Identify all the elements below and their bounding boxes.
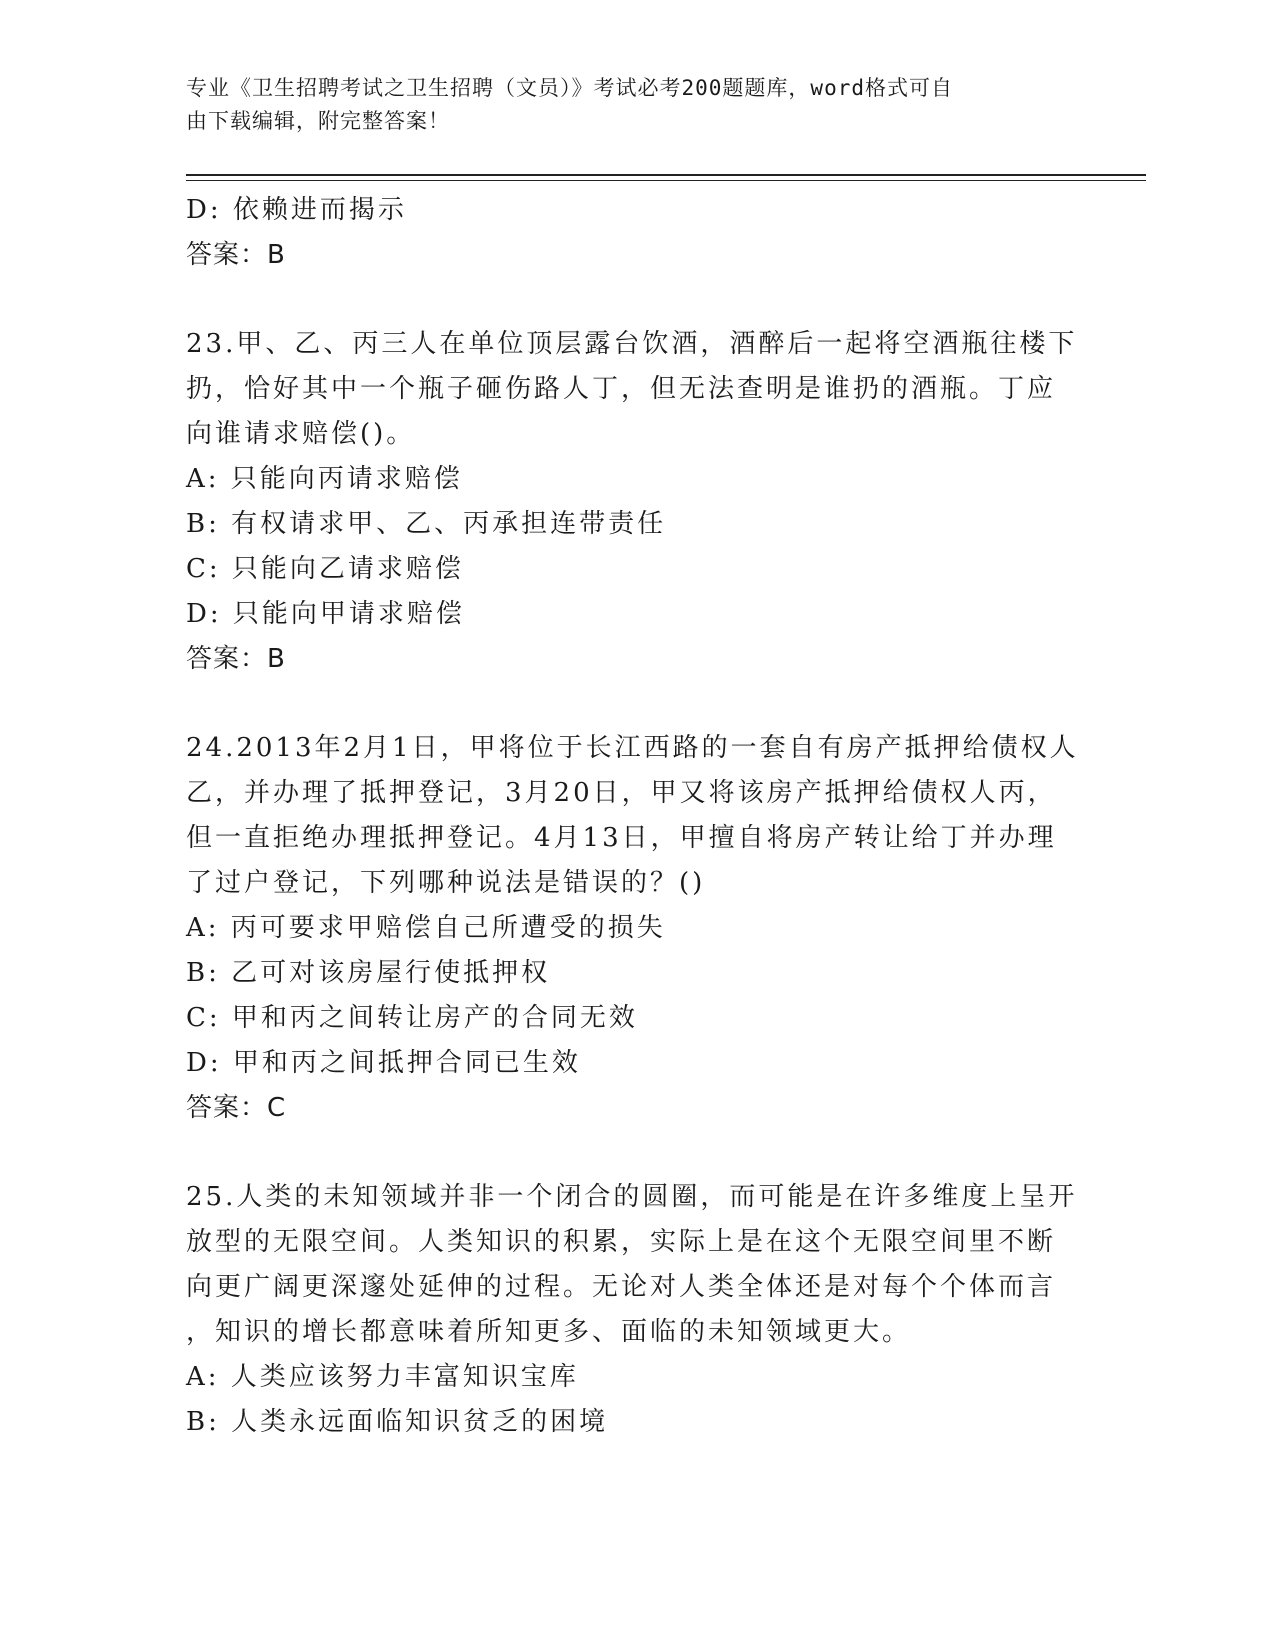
question-24 <box>186 726 1079 1131</box>
option-d: D: 依赖进而揭示 <box>186 195 407 225</box>
option-d: D: 只能向甲请求赔偿 <box>186 599 465 629</box>
question-stem-line: 了过户登记，下列哪种说法是错误的？() <box>186 868 706 898</box>
option-a: A: 人类应该努力丰富知识宝库 <box>186 1362 579 1392</box>
question-23 <box>186 322 1078 682</box>
question-stem-line: 放型的无限空间。人类知识的积累，实际上是在这个无限空间里不断 <box>186 1227 1057 1257</box>
answer-line: 答案：B <box>186 240 286 270</box>
question-stem-line: 25.人类的未知领域并非一个闭合的圆圈，而可能是在许多维度上呈开 <box>186 1182 1078 1212</box>
answer-line: 答案：B <box>186 644 286 674</box>
question-stem-line: 24.2013年2月1日，甲将位于长江西路的一套自有房产抵押给债权人 <box>186 733 1079 763</box>
header-rule-thick <box>186 174 1146 176</box>
answer-line: 答案：C <box>186 1093 287 1123</box>
option-d: D: 甲和丙之间抵押合同已生效 <box>186 1048 581 1078</box>
option-c: C: 甲和丙之间转让房产的合同无效 <box>186 1003 638 1033</box>
question-stem-line: 向谁请求赔偿()。 <box>186 419 416 449</box>
header-line-2: 由下载编辑，附完整答案！ <box>186 109 450 133</box>
header-rule-thin <box>186 180 1146 181</box>
prev-question-tail <box>186 188 1066 278</box>
spacer <box>186 682 1066 726</box>
option-b: B: 乙可对该房屋行使抵押权 <box>186 958 551 988</box>
question-stem-line: 但一直拒绝办理抵押登记。4月13日，甲擅自将房产转让给丁并办理 <box>186 823 1057 853</box>
spacer <box>186 278 1066 322</box>
spacer <box>186 1131 1066 1175</box>
option-a: A: 只能向丙请求赔偿 <box>186 464 463 494</box>
document-header <box>186 72 1066 138</box>
option-b: B: 有权请求甲、乙、丙承担连带责任 <box>186 509 667 539</box>
question-stem-line: 乙，并办理了抵押登记，3月20日，甲又将该房产抵押给债权人丙， <box>186 778 1057 808</box>
option-a: A: 丙可要求甲赔偿自己所遭受的损失 <box>186 913 666 943</box>
option-b: B: 人类永远面临知识贫乏的困境 <box>186 1407 609 1437</box>
question-stem-line: ，知识的增长都意味着所知更多、面临的未知领域更大。 <box>186 1317 912 1347</box>
question-25 <box>186 1175 1078 1445</box>
header-line-1: 专业《卫生招聘考试之卫生招聘（文员）》考试必考200题题库，word格式可自 <box>186 76 953 100</box>
question-stem-line: 23.甲、乙、丙三人在单位顶层露台饮酒，酒醉后一起将空酒瓶往楼下 <box>186 329 1078 359</box>
option-c: C: 只能向乙请求赔偿 <box>186 554 464 584</box>
question-content <box>186 188 1079 1445</box>
question-stem-line: 扔，恰好其中一个瓶子砸伤路人丁，但无法查明是谁扔的酒瓶。丁应 <box>186 374 1057 404</box>
question-stem-line: 向更广阔更深邃处延伸的过程。无论对人类全体还是对每个个体而言 <box>186 1272 1057 1302</box>
